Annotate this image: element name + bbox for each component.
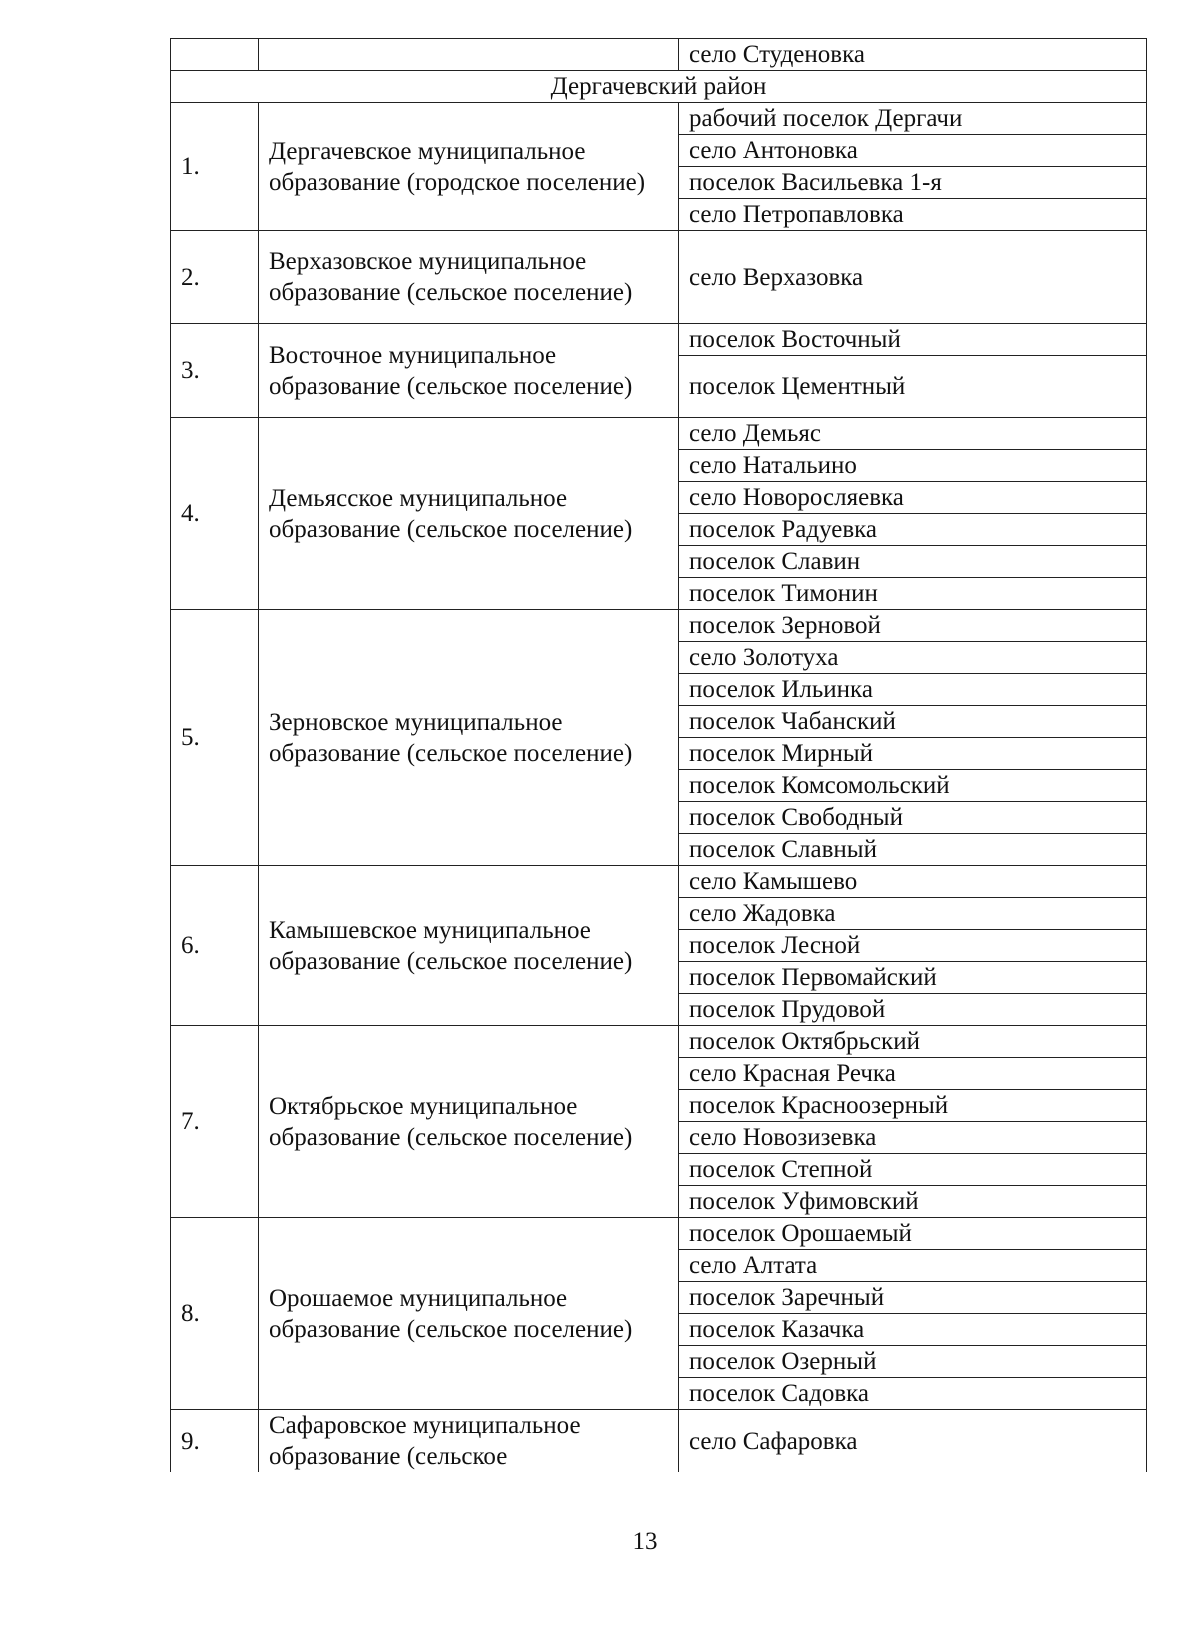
municipality-name: Восточное муниципальное образование (сельское поселение) <box>259 324 679 418</box>
settlement-name: поселок Степной <box>679 1154 1147 1186</box>
municipality-name: Сафаровское муниципальное образование (сельское <box>259 1410 679 1473</box>
settlement-name: поселок Васильевка 1-я <box>679 167 1147 199</box>
settlement-name: село Золотуха <box>679 642 1147 674</box>
table-row <box>171 418 1147 450</box>
settlement-name: поселок Радуевка <box>679 514 1147 546</box>
settlement-name: поселок Заречный <box>679 1282 1147 1314</box>
settlement-name: поселок Цементный <box>679 356 1147 418</box>
row-number: 6. <box>171 866 259 1026</box>
municipality-name: Орошаемое муниципальное образование (сельское поселение) <box>259 1218 679 1410</box>
settlement-name: рабочий поселок Дергачи <box>679 103 1147 135</box>
municipalities-table <box>170 38 1147 1472</box>
settlement-name: село Новоросляевка <box>679 482 1147 514</box>
settlement-name: село Сафаровка <box>679 1410 1147 1473</box>
settlement-name: село Антоновка <box>679 135 1147 167</box>
settlement-name: село Жадовка <box>679 898 1147 930</box>
municipality-name: Демьясское муниципальное образование (сельское поселение) <box>259 418 679 610</box>
carryover-place-cell: село Студеновка <box>679 39 1147 71</box>
table-row <box>171 1218 1147 1250</box>
municipality-name: Камышевское муниципальное образование (сельское поселение) <box>259 866 679 1026</box>
district-heading: Дергачевский район <box>171 71 1147 103</box>
settlement-name: поселок Славин <box>679 546 1147 578</box>
municipality-name: Зерновское муниципальное образование (сельское поселение) <box>259 610 679 866</box>
row-number: 9. <box>171 1410 259 1473</box>
page-number: 13 <box>632 1528 658 1555</box>
settlement-name: поселок Первомайский <box>679 962 1147 994</box>
settlement-name: поселок Ильинка <box>679 674 1147 706</box>
row-number: 7. <box>171 1026 259 1218</box>
settlement-name: поселок Чабанский <box>679 706 1147 738</box>
settlement-name: село Петропавловка <box>679 199 1147 231</box>
carryover-name-cell <box>259 39 679 71</box>
row-number: 4. <box>171 418 259 610</box>
settlement-name: поселок Казачка <box>679 1314 1147 1346</box>
table-row <box>171 103 1147 135</box>
settlement-name: поселок Красноозерный <box>679 1090 1147 1122</box>
row-number: 2. <box>171 231 259 324</box>
settlement-name: поселок Орошаемый <box>679 1218 1147 1250</box>
settlement-name: поселок Октябрьский <box>679 1026 1147 1058</box>
table-row <box>171 610 1147 642</box>
settlement-name: село Верхазовка <box>679 231 1147 324</box>
row-number: 5. <box>171 610 259 866</box>
settlement-name: поселок Свободный <box>679 802 1147 834</box>
settlement-name: село Натальино <box>679 450 1147 482</box>
row-number: 8. <box>171 1218 259 1410</box>
settlement-name: поселок Восточный <box>679 324 1147 356</box>
settlement-name: поселок Комсомольский <box>679 770 1147 802</box>
settlement-name: поселок Зерновой <box>679 610 1147 642</box>
table-row <box>171 324 1147 356</box>
settlement-name: поселок Славный <box>679 834 1147 866</box>
settlement-name: поселок Садовка <box>679 1378 1147 1410</box>
settlement-name: поселок Мирный <box>679 738 1147 770</box>
settlement-name: поселок Лесной <box>679 930 1147 962</box>
settlement-name: поселок Прудовой <box>679 994 1147 1026</box>
settlement-name: село Алтата <box>679 1250 1147 1282</box>
carryover-row <box>171 39 1147 71</box>
municipality-name: Верхазовское муниципальное образование (сельское поселение) <box>259 231 679 324</box>
settlement-name: село Новозизевка <box>679 1122 1147 1154</box>
table-row <box>171 1026 1147 1058</box>
table-row <box>171 1410 1147 1473</box>
settlement-name: поселок Озерный <box>679 1346 1147 1378</box>
municipality-name: Дергачевское муниципальное образование (городское поселение) <box>259 103 679 231</box>
district-heading-row <box>171 71 1147 103</box>
settlement-name: поселок Уфимовский <box>679 1186 1147 1218</box>
settlement-name: село Камышево <box>679 866 1147 898</box>
carryover-num-cell <box>171 39 259 71</box>
settlement-name: село Красная Речка <box>679 1058 1147 1090</box>
table-row <box>171 231 1147 324</box>
row-number: 3. <box>171 324 259 418</box>
table-row <box>171 866 1147 898</box>
settlement-name: село Демьяс <box>679 418 1147 450</box>
municipality-name: Октябрьское муниципальное образование (сельское поселение) <box>259 1026 679 1218</box>
row-number: 1. <box>171 103 259 231</box>
settlement-name: поселок Тимонин <box>679 578 1147 610</box>
municipalities-table-body <box>171 39 1147 1473</box>
